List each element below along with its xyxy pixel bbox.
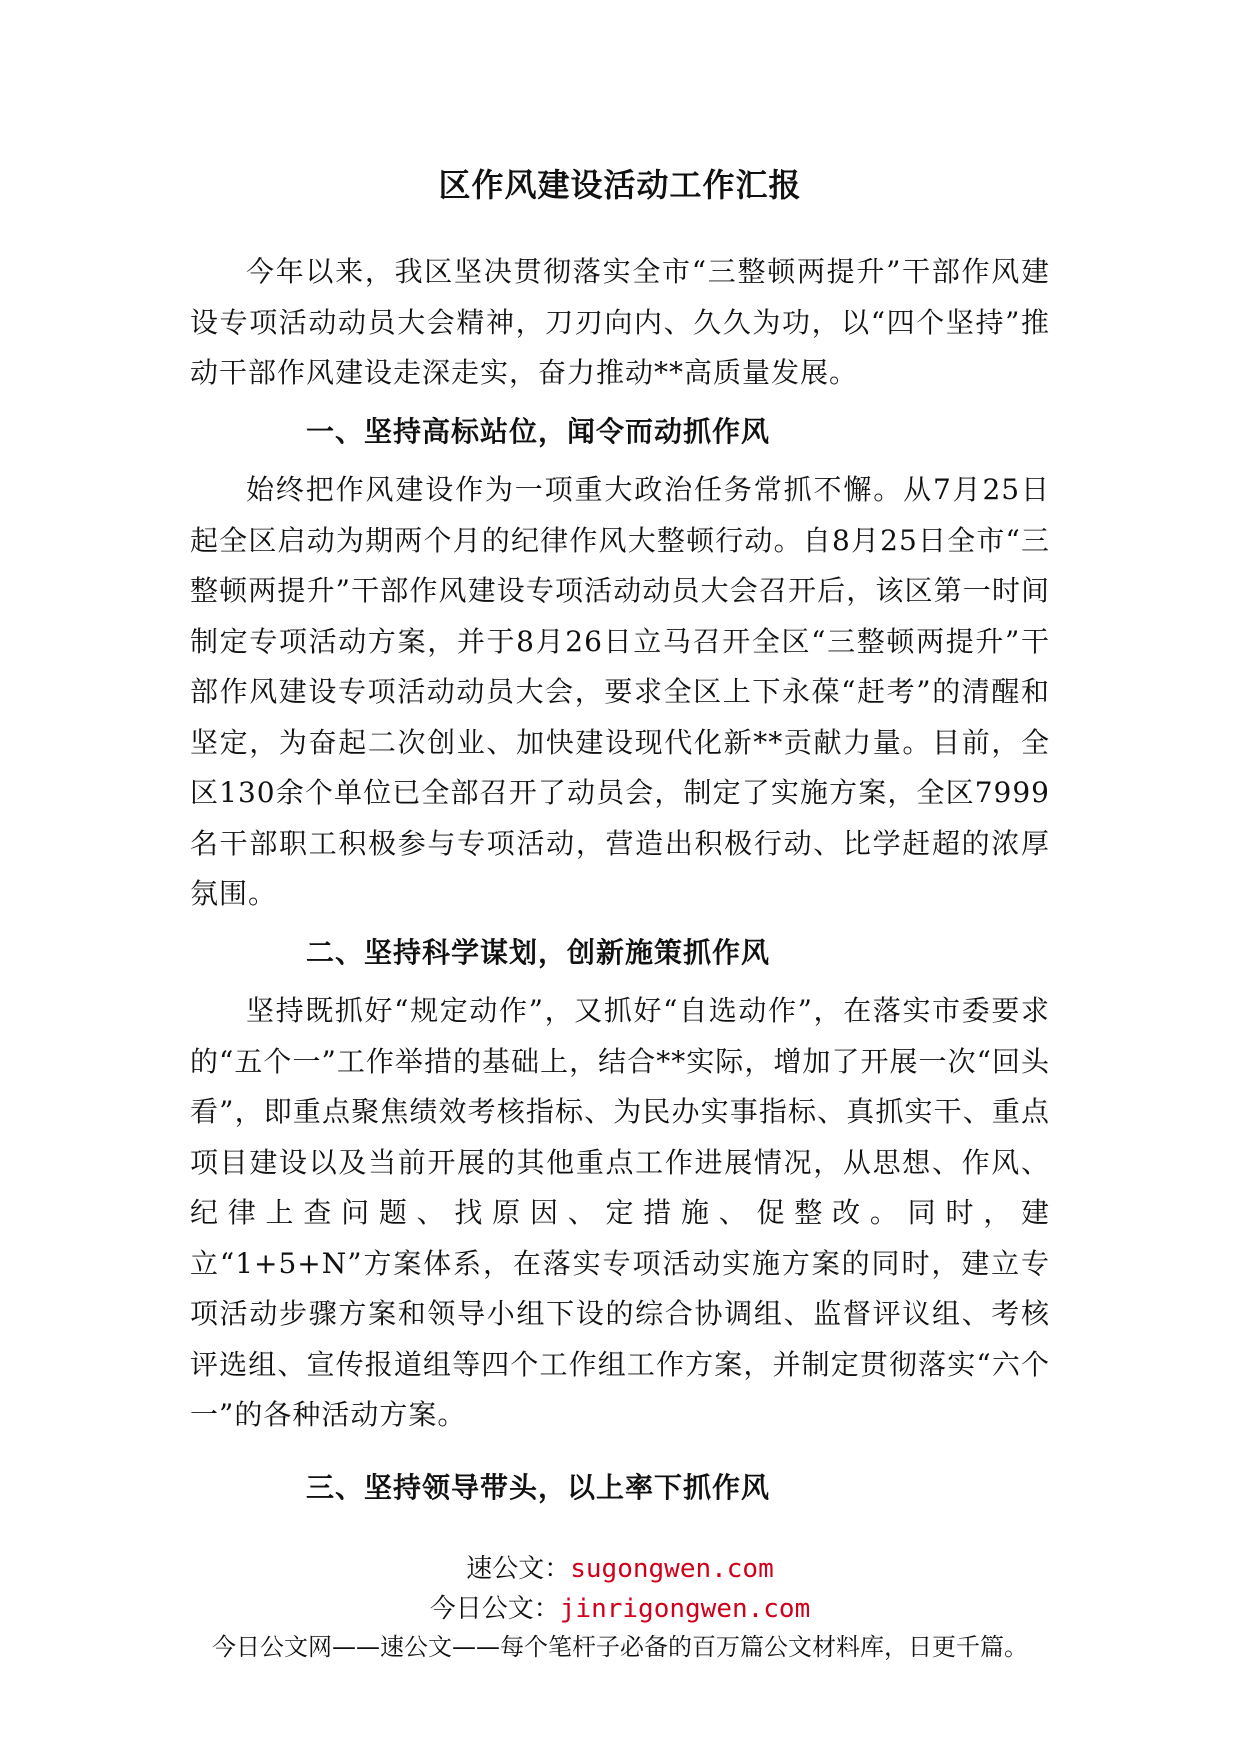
footer-link-2[interactable]: jinrigongwen.com [559,1594,811,1624]
footer-line-1 [0,1548,1240,1585]
intro-paragraph: 今年以来，我区坚决贯彻落实全市“三整顿两提升”干部作风建设专项活动动员大会精神，刀刃向内、久久为功，以“四个坚持”推动干部作风建设走深走实，奋力推动**高质量发展。 [190,255,1050,389]
section-2-heading: 二、坚持科学谋划，创新施策抓作风 [306,935,771,969]
section-2-body: 坚持既抓好“规定动作”，又抓好“自选动作”，在落实市委要求的“五个一”工作举措的基础上，结合**实际，增加了开展一次“回头看”，即重点聚焦绩效考核指标、为民办实事指标、真抓实干、重点项目建设以及当前开展的其他重点工作进展情况，从思想、作风、纪律上查问题、找原因、定措施、促整改。同时，建立“1+5+N”方案体系，在落实专项活动实施方案的同时，建立专项活动步骤方案和领导小组下设的综合协调组、监督评议组、考核评选组、宣传报道组等四个工作组工作方案，并制定贯彻落实“六个一”的各种活动方案。 [190,994,1050,1431]
section-1-heading: 一、坚持高标站位，闻令而动抓作风 [306,414,771,448]
footer-link-1[interactable]: sugongwen.com [570,1554,774,1584]
section-1-body: 始终把作风建设作为一项重大政治任务常抓不懈。从7月25日起全区启动为期两个月的纪律作风大整顿行动。自8月25日全市“三整顿两提升”干部作风建设专项活动动员大会召开后，该区第一时间制定专项活动方案，并于8月26日立马召开全区“三整顿两提升”干部作风建设专项活动动员大会，要求全区上下永葆“赶考”的清醒和坚定，为奋起二次创业、加快建设现代化新**贡献力量。目前，全区130余个单位已全部召开了动员会，制定了实施方案，全区7999名干部职工积极参与专项活动，营造出积极行动、比学赶超的浓厚氛围。 [190,473,1050,910]
footer-line-2 [0,1588,1240,1625]
footer-label-2: 今日公文： [429,1594,560,1624]
document-title: 区作风建设活动工作汇报 [438,166,802,204]
document-body [190,247,1050,1513]
section-3-heading: 三、坚持领导带头，以上率下抓作风 [306,1470,771,1504]
footer-tagline: 今日公文网——速公文——每个笔杆子必备的百万篇公文材料库，日更千篇。 [212,1633,1028,1661]
footer-label-1: 速公文： [466,1554,571,1584]
